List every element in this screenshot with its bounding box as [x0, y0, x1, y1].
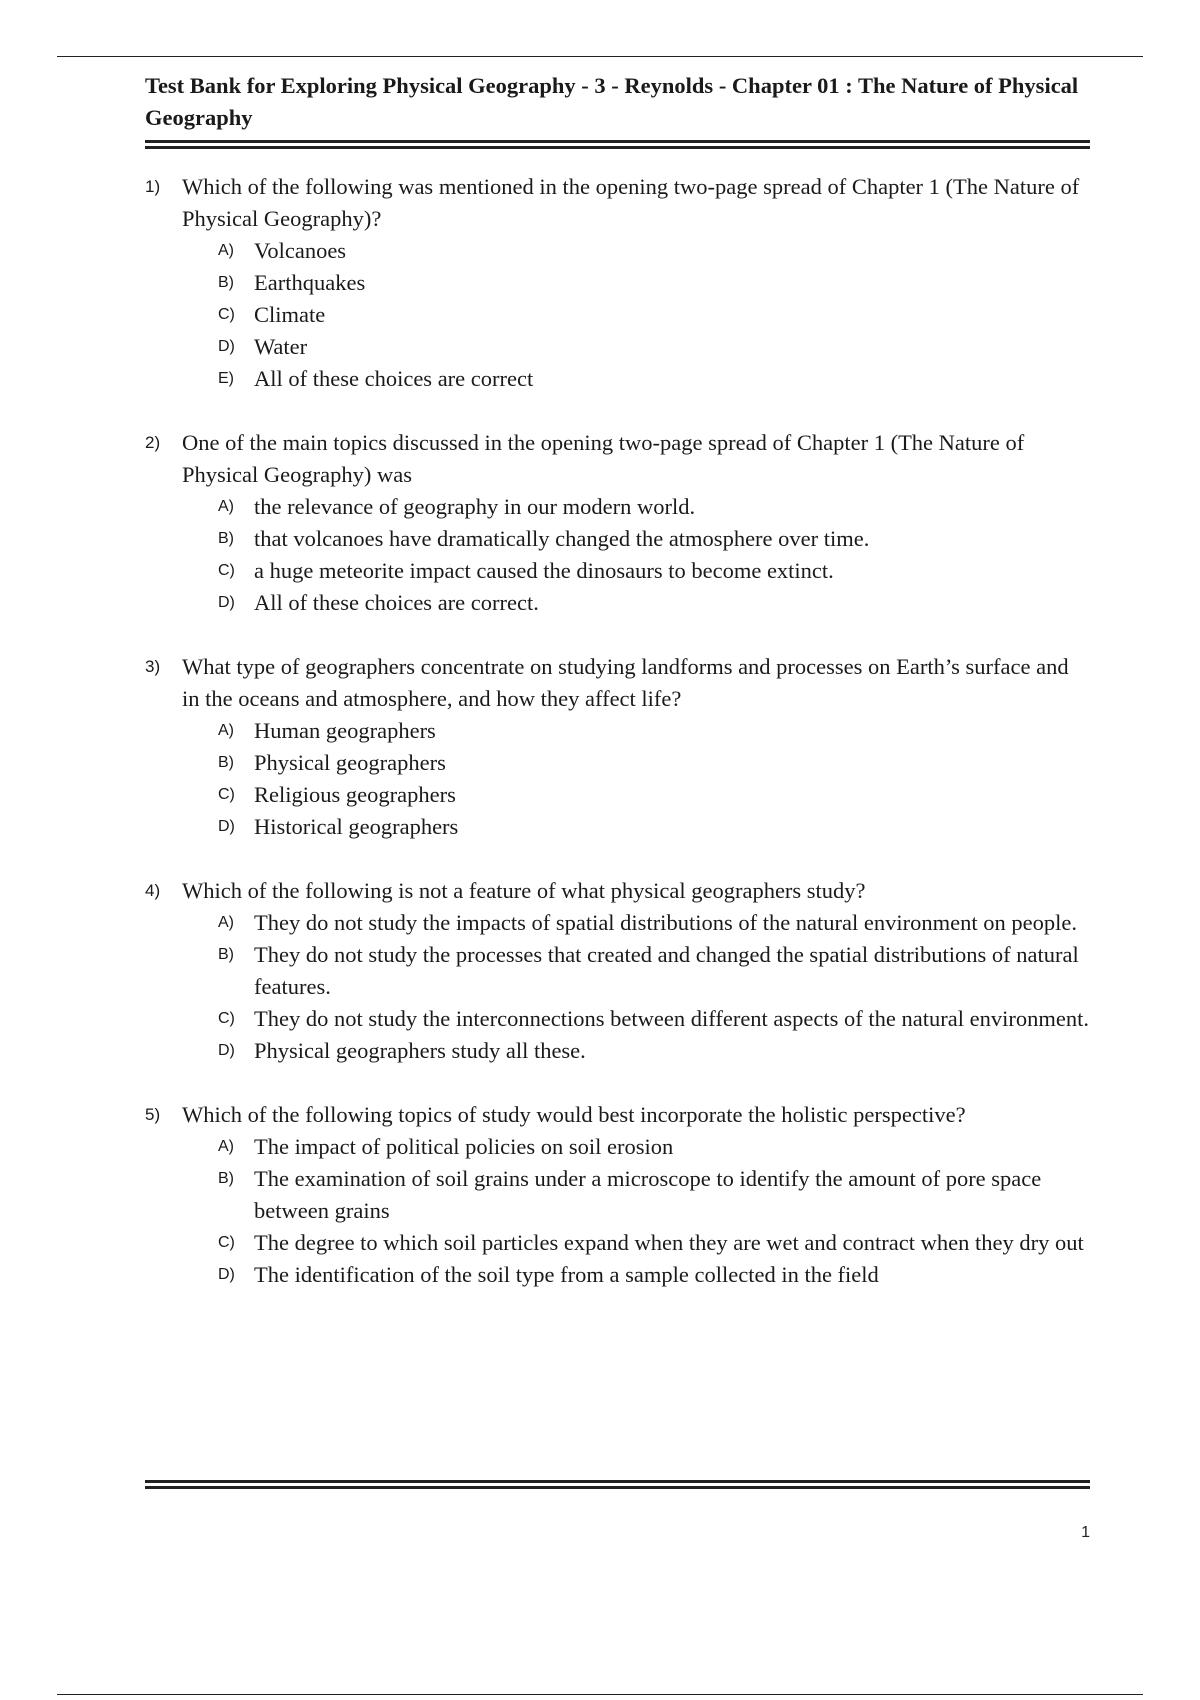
option-list	[182, 1131, 1090, 1291]
option-text: They do not study the interconnections between different aspects of the natural environment.	[254, 1006, 1089, 1031]
option-d	[182, 1259, 1090, 1291]
option-text: They do not study the impacts of spatial distributions of the natural environment on people.	[254, 910, 1077, 935]
option-text: The examination of soil grains under a microscope to identify the amount of pore space between grains	[254, 1166, 1042, 1223]
option-letter: A)	[218, 722, 234, 739]
option-a	[182, 715, 1090, 747]
option-letter: A)	[218, 914, 234, 931]
option-letter: D)	[218, 1266, 235, 1283]
question-1	[145, 171, 1090, 395]
option-d	[182, 587, 1090, 619]
option-text: a huge meteorite impact caused the dinosaurs to become extinct.	[254, 558, 834, 583]
question-3	[145, 651, 1090, 843]
option-letter: D)	[218, 338, 235, 355]
option-text: Physical geographers study all these.	[254, 1038, 586, 1063]
option-letter: D)	[218, 1042, 235, 1059]
option-text: All of these choices are correct.	[254, 590, 539, 615]
option-list	[182, 907, 1090, 1067]
option-text: Human geographers	[254, 718, 436, 743]
option-c	[182, 299, 1090, 331]
option-list	[182, 491, 1090, 619]
question-4	[145, 875, 1090, 1067]
option-letter: D)	[218, 818, 235, 835]
document-body	[145, 70, 1090, 1323]
option-b	[182, 747, 1090, 779]
question-2	[145, 427, 1090, 619]
option-d	[182, 1035, 1090, 1067]
question-text: Which of the following topics of study would best incorporate the holistic perspective?	[182, 1102, 966, 1127]
option-text: Physical geographers	[254, 750, 446, 775]
option-letter: C)	[218, 306, 235, 323]
option-b	[182, 267, 1090, 299]
page-number: 1	[1081, 1524, 1090, 1541]
option-text: All of these choices are correct	[254, 366, 534, 391]
option-a	[182, 491, 1090, 523]
option-letter: B)	[218, 1170, 234, 1187]
option-letter: D)	[218, 594, 235, 611]
option-text: Religious geographers	[254, 782, 456, 807]
question-number: 2)	[145, 433, 161, 452]
option-text: The impact of political policies on soil erosion	[254, 1134, 674, 1159]
option-a	[182, 907, 1090, 939]
option-text: Climate	[254, 302, 326, 327]
option-list	[182, 715, 1090, 843]
page-bottom-rule	[57, 1694, 1143, 1695]
option-a	[182, 235, 1090, 267]
option-letter: C)	[218, 1234, 235, 1251]
question-text: One of the main topics discussed in the opening two-page spread of Chapter 1 (The Nature of Physical Geography) was	[182, 430, 1025, 487]
question-text: Which of the following is not a feature of what physical geographers study?	[182, 878, 866, 903]
option-text: Historical geographers	[254, 814, 459, 839]
option-e	[182, 363, 1090, 395]
question-number: 1)	[145, 177, 161, 196]
option-text: that volcanoes have dramatically changed the atmosphere over time.	[254, 526, 870, 551]
question-5	[145, 1099, 1090, 1291]
option-d	[182, 811, 1090, 843]
option-letter: B)	[218, 754, 234, 771]
question-number: 5)	[145, 1105, 161, 1124]
option-c	[182, 555, 1090, 587]
option-c	[182, 1003, 1090, 1035]
option-text: The degree to which soil particles expand when they are wet and contract when they dry out	[254, 1230, 1084, 1255]
option-text: Water	[254, 334, 308, 359]
option-b	[182, 939, 1090, 1003]
option-letter: C)	[218, 562, 235, 579]
option-a	[182, 1131, 1090, 1163]
option-letter: B)	[218, 530, 234, 547]
question-text: Which of the following was mentioned in the opening two-page spread of Chapter 1 (The Nature of Physical Geography)?	[182, 174, 1080, 231]
option-b	[182, 523, 1090, 555]
option-c	[182, 1227, 1090, 1259]
option-letter: C)	[218, 1010, 235, 1027]
option-letter: A)	[218, 1138, 234, 1155]
option-text: The identification of the soil type from a sample collected in the field	[254, 1262, 879, 1287]
option-letter: E)	[218, 370, 234, 387]
question-number: 3)	[145, 657, 161, 676]
option-letter: B)	[218, 274, 234, 291]
question-number: 4)	[145, 881, 161, 900]
question-text: What type of geographers concentrate on studying landforms and processes on Earth’s surface and in the oceans and atmosphere, and how they affect life?	[182, 654, 1069, 711]
option-d	[182, 331, 1090, 363]
page-top-rule	[57, 56, 1143, 57]
question-list	[145, 171, 1090, 1291]
document-title: Test Bank for Exploring Physical Geography - 3 - Reynolds - Chapter 01 : The Nature of Physical Geography	[145, 73, 1079, 130]
option-text: Volcanoes	[254, 238, 347, 263]
option-letter: A)	[218, 242, 234, 259]
option-b	[182, 1163, 1090, 1227]
option-text: They do not study the processes that created and changed the spatial distributions of natural features.	[254, 942, 1079, 999]
title-double-rule	[145, 140, 1090, 149]
option-letter: A)	[218, 498, 234, 515]
option-list	[182, 235, 1090, 395]
footer-double-rule	[145, 1480, 1090, 1489]
option-text: Earthquakes	[254, 270, 366, 295]
option-c	[182, 779, 1090, 811]
option-text: the relevance of geography in our modern world.	[254, 494, 696, 519]
option-letter: C)	[218, 786, 235, 803]
option-letter: B)	[218, 946, 234, 963]
